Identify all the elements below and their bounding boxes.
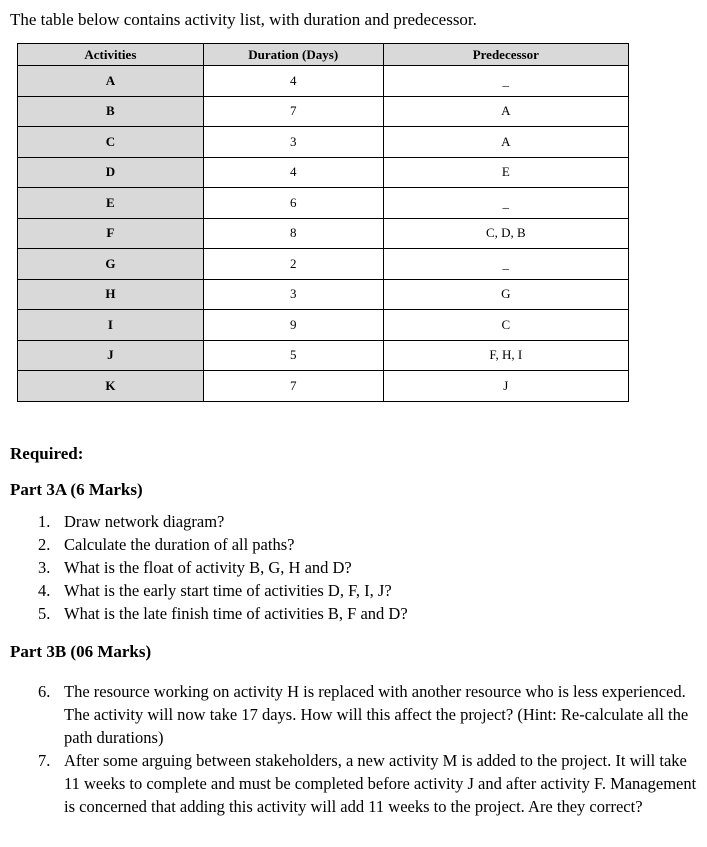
cell-duration: 3: [203, 279, 383, 310]
cell-activity: B: [18, 96, 204, 127]
question-text: What is the float of activity B, G, H and D?: [64, 558, 352, 577]
cell-duration: 3: [203, 127, 383, 158]
table-row: [18, 157, 629, 188]
question-text: Calculate the duration of all paths?: [64, 535, 295, 554]
cell-predecessor: A: [383, 127, 628, 158]
cell-duration: 4: [203, 157, 383, 188]
cell-activity: E: [18, 188, 204, 219]
cell-activity: K: [18, 371, 204, 402]
question-item: [38, 510, 699, 533]
cell-predecessor: E: [383, 157, 628, 188]
part-3a-questions: [38, 510, 699, 625]
cell-activity: H: [18, 279, 204, 310]
table-body: [18, 66, 629, 402]
question-item: [38, 579, 699, 602]
question-text: After some arguing between stakeholders, a new activity M is added to the project. It will take 11 weeks to complete and must be completed before activity J and after activity F. Management is concerned that adding this activity will add 11 weeks to the project. Are they correct?: [64, 751, 697, 816]
cell-duration: 6: [203, 188, 383, 219]
required-heading: Required:: [10, 444, 84, 463]
cell-duration: 9: [203, 310, 383, 341]
question-text: The resource working on activity H is replaced with another resource who is less experienced. The activity will now take 17 days. How will this affect the project? (Hint: Re-calculate all the path durations): [64, 682, 689, 747]
question-item: [38, 680, 699, 749]
table-row: [18, 96, 629, 127]
question-number: 4.: [38, 581, 51, 600]
question-number: 5.: [38, 604, 51, 623]
cell-predecessor: _: [383, 66, 628, 97]
question-text: Draw network diagram?: [64, 512, 225, 531]
question-item: [38, 556, 699, 579]
cell-activity: D: [18, 157, 204, 188]
table-row: [18, 66, 629, 97]
cell-duration: 5: [203, 340, 383, 371]
question-item: [38, 749, 699, 818]
question-text: What is the early start time of activities D, F, I, J?: [64, 581, 392, 600]
question-text: What is the late finish time of activities B, F and D?: [64, 604, 408, 623]
cell-duration: 7: [203, 371, 383, 402]
cell-duration: 7: [203, 96, 383, 127]
activity-table: [17, 43, 629, 402]
header-activities: Activities: [18, 44, 204, 66]
table-row: [18, 218, 629, 249]
cell-predecessor: A: [383, 96, 628, 127]
cell-predecessor: G: [383, 279, 628, 310]
cell-activity: G: [18, 249, 204, 280]
table-row: [18, 188, 629, 219]
question-number: 3.: [38, 558, 51, 577]
question-item: [38, 602, 699, 625]
intro-text: The table below contains activity list, with duration and predecessor.: [10, 10, 477, 29]
table-header-row: [18, 44, 629, 66]
question-item: [38, 533, 699, 556]
cell-duration: 4: [203, 66, 383, 97]
table-row: [18, 340, 629, 371]
table-row: [18, 371, 629, 402]
cell-activity: F: [18, 218, 204, 249]
cell-activity: J: [18, 340, 204, 371]
table-row: [18, 279, 629, 310]
cell-predecessor: _: [383, 249, 628, 280]
part-3a-heading: Part 3A (6 Marks): [10, 480, 143, 499]
question-number: 1.: [38, 512, 51, 531]
question-number: 6.: [38, 682, 51, 701]
table-row: [18, 127, 629, 158]
table-row: [18, 249, 629, 280]
cell-duration: 2: [203, 249, 383, 280]
cell-activity: C: [18, 127, 204, 158]
question-number: 7.: [38, 751, 51, 770]
cell-activity: A: [18, 66, 204, 97]
table-row: [18, 310, 629, 341]
cell-predecessor: C, D, B: [383, 218, 628, 249]
cell-activity: I: [18, 310, 204, 341]
part-3b-heading: Part 3B (06 Marks): [10, 642, 152, 661]
cell-predecessor: J: [383, 371, 628, 402]
cell-duration: 8: [203, 218, 383, 249]
header-predecessor: Predecessor: [383, 44, 628, 66]
part-3b-questions: [38, 680, 699, 818]
cell-predecessor: F, H, I: [383, 340, 628, 371]
question-number: 2.: [38, 535, 51, 554]
header-duration: Duration (Days): [203, 44, 383, 66]
cell-predecessor: C: [383, 310, 628, 341]
cell-predecessor: _: [383, 188, 628, 219]
